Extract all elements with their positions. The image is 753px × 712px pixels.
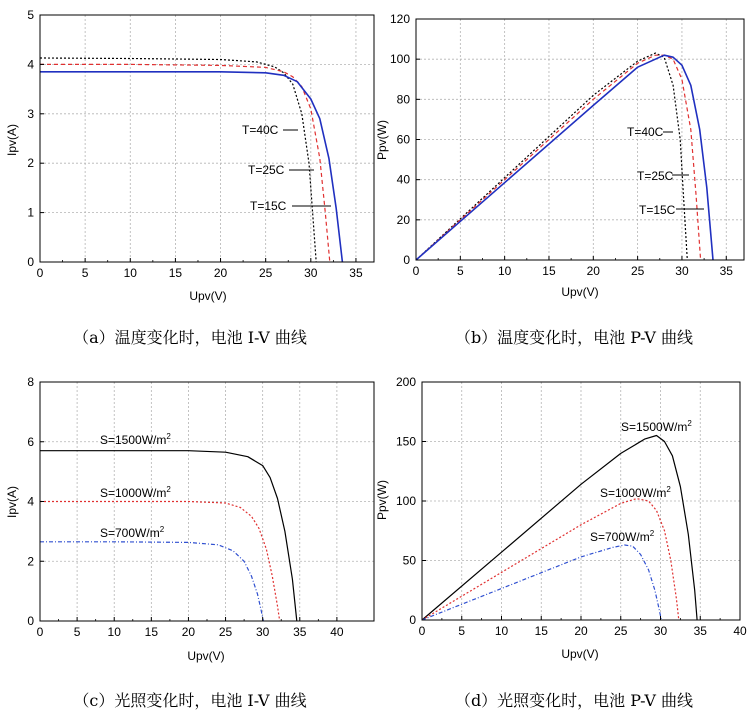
y-tick-label: 60 <box>396 132 410 147</box>
panel-b-label-40c: T=40C <box>627 125 664 139</box>
y-tick-label: 0 <box>27 255 34 269</box>
x-tick-label: 25 <box>630 264 645 278</box>
y-tick-label: 50 <box>402 553 416 568</box>
panel-c-label-1000-sup: 2 <box>166 485 171 494</box>
panel-a-xlabel: Upv(V) <box>189 289 227 303</box>
panel-d-label-1000 <box>600 485 671 500</box>
panel-b-ylabel: Ppv(W) <box>375 120 389 160</box>
x-tick-label: 10 <box>497 264 512 278</box>
y-tick-label: 6 <box>27 434 34 449</box>
panel-c-label-700 <box>100 525 165 540</box>
x-tick-label: 5 <box>73 625 81 639</box>
panel-d-label-700-sup: 2 <box>649 529 655 538</box>
panel-c-label-1000 <box>100 485 171 500</box>
panel-b-caption: （b）温度变化时，电池 P-V 曲线 <box>454 328 694 347</box>
x-tick-label: 15 <box>168 266 183 280</box>
x-tick-label: 20 <box>213 266 228 280</box>
x-tick-label: 5 <box>81 266 89 280</box>
panel-d-label-1500-sup: 2 <box>687 419 692 428</box>
panel-c-label-700-sup: 2 <box>159 525 165 534</box>
panel-c-label-1500-sup: 2 <box>166 432 171 441</box>
panel-c-caption: （c）光照变化时，电池 I-V 曲线 <box>73 691 307 710</box>
x-tick-label: 10 <box>494 624 509 638</box>
x-tick-label: 30 <box>255 625 270 639</box>
panel-a-caption: （a）温度变化时，电池 I-V 曲线 <box>73 328 307 347</box>
y-tick-label: 120 <box>389 12 410 26</box>
x-tick-label: 5 <box>456 264 464 278</box>
x-tick-label: 25 <box>218 625 233 639</box>
y-tick-label: 4 <box>27 57 34 72</box>
x-tick-label: 25 <box>614 624 628 638</box>
panel-d-xlabel: Upv(V) <box>561 647 599 661</box>
panel-c-ylabel: Ipv(A) <box>5 485 19 519</box>
x-tick-label: 30 <box>653 624 668 638</box>
x-tick-label: 40 <box>733 624 747 638</box>
x-tick-label: 15 <box>144 625 159 639</box>
x-tick-label: 20 <box>586 264 600 278</box>
panel-d-label-700-text: S=700W/m <box>590 530 650 544</box>
y-tick-label: 100 <box>395 494 416 508</box>
y-tick-label: 2 <box>27 156 34 171</box>
panel-c-label-1500-text: S=1500W/m <box>100 433 167 447</box>
panel-d-label-700 <box>590 529 655 544</box>
panel-c-label-1500 <box>100 432 171 447</box>
y-tick-label: 150 <box>395 434 416 449</box>
y-tick-label: 80 <box>396 92 410 107</box>
y-tick-label: 20 <box>396 212 410 227</box>
y-tick-label: 100 <box>389 52 410 67</box>
x-tick-label: 30 <box>675 264 689 278</box>
y-tick-label: 0 <box>409 613 416 627</box>
panel-b-label-25c: T=25C <box>637 169 674 183</box>
panel-d-label-1500 <box>621 419 692 434</box>
y-tick-label: 2 <box>27 554 34 569</box>
panel-d-label-1000-text: S=1000W/m <box>600 486 667 500</box>
x-tick-label: 20 <box>574 624 588 638</box>
panel-d-label-1500-text: S=1500W/m <box>621 420 688 434</box>
x-tick-label: 0 <box>36 625 44 639</box>
x-tick-label: 30 <box>304 266 318 280</box>
x-tick-label: 10 <box>107 625 121 639</box>
panel-d-caption: （d）光照变化时，电池 P-V 曲线 <box>454 691 694 710</box>
y-tick-label: 0 <box>403 253 410 267</box>
x-tick-label: 25 <box>258 266 273 280</box>
y-tick-label: 1 <box>27 205 34 220</box>
x-tick-label: 15 <box>534 624 548 638</box>
x-tick-label: 20 <box>181 625 196 639</box>
x-tick-label: 35 <box>693 624 707 638</box>
y-tick-label: 3 <box>27 106 34 121</box>
panel-d-ylabel: Ppv(W) <box>375 480 389 520</box>
x-tick-label: 40 <box>330 625 344 639</box>
x-tick-label: 10 <box>123 266 137 280</box>
x-tick-label: 35 <box>719 264 733 278</box>
x-tick-label: 35 <box>293 625 307 639</box>
panel-d-label-1000-sup: 2 <box>666 485 671 494</box>
y-tick-label: 0 <box>27 614 34 628</box>
y-tick-label: 5 <box>27 8 34 22</box>
y-tick-label: 8 <box>27 375 34 389</box>
y-tick-label: 40 <box>396 172 410 187</box>
panel-a-label-40c: T=40C <box>242 123 279 137</box>
y-tick-label: 200 <box>395 375 416 389</box>
x-tick-label: 15 <box>542 264 556 278</box>
panel-a-label-15c: T=15C <box>250 199 287 213</box>
panel-b-xlabel: Upv(V) <box>561 285 599 299</box>
x-tick-label: 35 <box>349 266 363 280</box>
x-tick-label: 0 <box>36 266 44 280</box>
panel-c-label-700-text: S=700W/m <box>100 526 160 540</box>
panel-c-label-1000-text: S=1000W/m <box>100 486 167 500</box>
panel-a-label-25c: T=25C <box>248 163 285 177</box>
y-tick-label: 4 <box>27 494 34 509</box>
x-tick-label: 0 <box>412 264 420 278</box>
x-tick-label: 5 <box>458 624 466 638</box>
panel-a-ylabel: Ipv(A) <box>5 123 19 157</box>
panel-c-xlabel: Upv(V) <box>187 649 225 663</box>
x-tick-label: 0 <box>418 624 426 638</box>
panel-b-label-15c: T=15C <box>639 203 676 217</box>
